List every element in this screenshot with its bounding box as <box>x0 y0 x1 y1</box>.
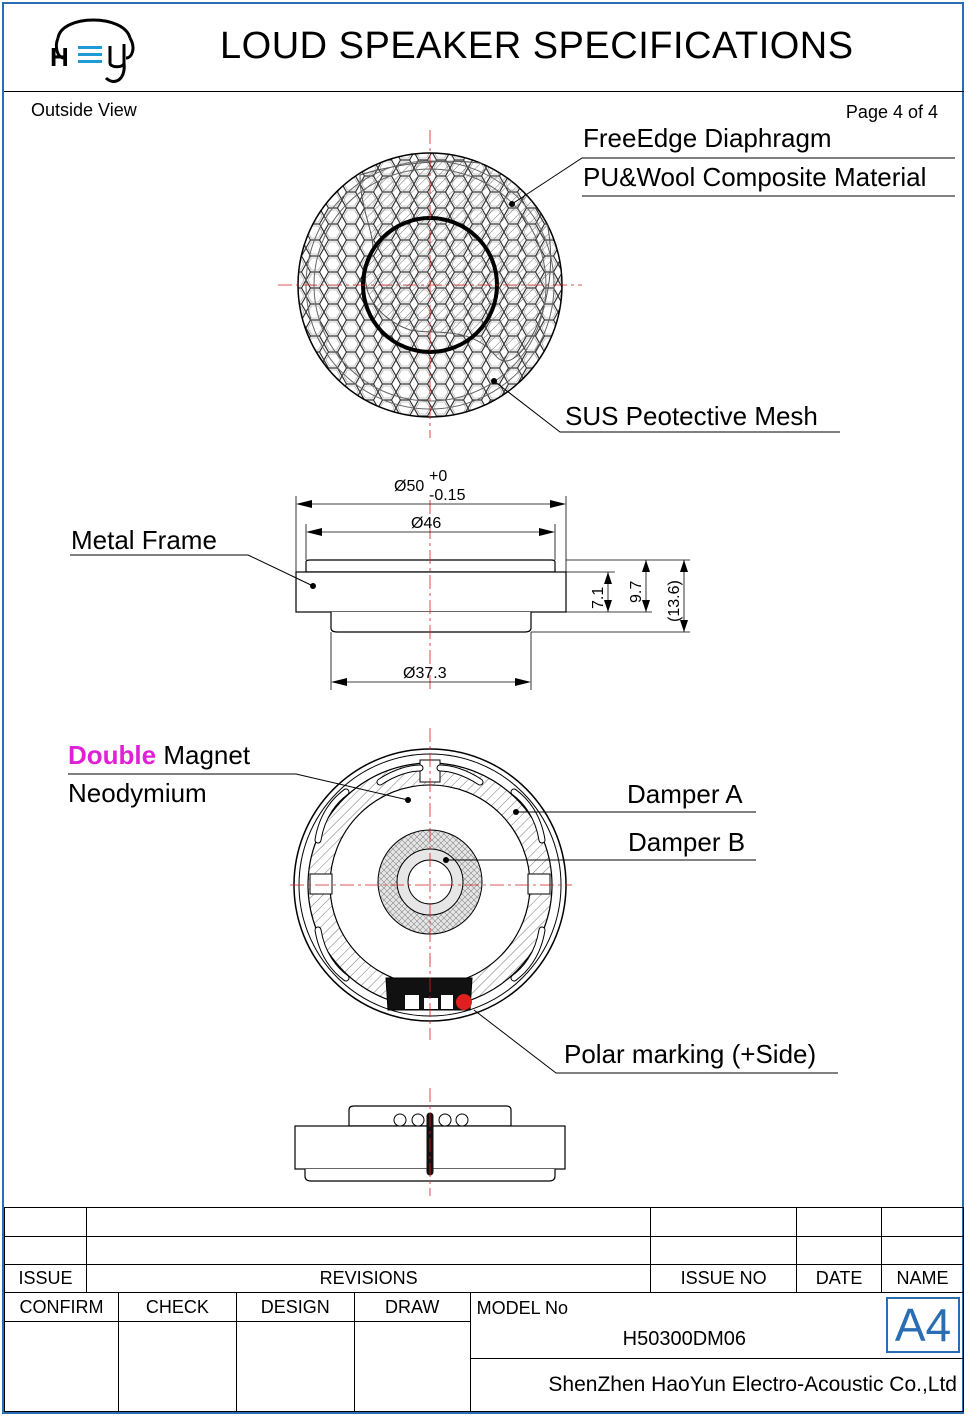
dim-height-1: 7.1 <box>590 586 607 609</box>
label-magnet-material: Neodymium <box>68 778 207 808</box>
label-damper-b: Damper B <box>628 827 746 857</box>
dim-tolerance-minus: -0.15 <box>429 487 466 504</box>
dim-height-2: 9.7 <box>628 580 645 603</box>
header-issue-no: ISSUE NO <box>651 1265 797 1293</box>
label-diaphragm-material: PU&Wool Composite Material <box>583 162 927 192</box>
header-date: DATE <box>797 1265 882 1293</box>
model-label: MODEL No <box>476 1298 568 1318</box>
paper-size-badge: A4 <box>886 1297 960 1353</box>
page-number: Page 4 of 4 <box>845 102 938 122</box>
dim-outer-diameter: Ø50 <box>394 478 425 495</box>
dim-tolerance-plus: +0 <box>429 468 448 485</box>
label-diaphragm: FreeEdge Diaphragm <box>583 123 832 153</box>
label-metal-frame: Metal Frame <box>71 525 217 555</box>
label-damper-a: Damper A <box>627 779 743 809</box>
dim-height-3: (13.6) <box>666 580 683 622</box>
revision-table <box>4 1207 964 1293</box>
draw-label: DRAW <box>354 1293 470 1322</box>
design-label: DESIGN <box>236 1293 354 1322</box>
confirm-label: CONFIRM <box>5 1293 119 1322</box>
header-name: NAME <box>882 1265 964 1293</box>
label-magnet-text: Magnet <box>156 740 251 770</box>
label-mesh: SUS Peotective Mesh <box>565 401 818 431</box>
title-block <box>4 1292 964 1412</box>
label-polar-marking: Polar marking (+Side) <box>564 1039 817 1069</box>
section-label: Outside View <box>31 100 137 120</box>
header-revisions: REVISIONS <box>86 1265 650 1293</box>
svg-text:H: H <box>50 42 69 72</box>
company-name: ShenZhen HaoYun Electro-Acoustic Co.,Ltd <box>470 1359 963 1412</box>
page-title: LOUD SPEAKER SPECIFICATIONS <box>220 25 854 67</box>
check-label: CHECK <box>118 1293 236 1322</box>
side-view-bottom <box>295 1088 565 1196</box>
label-magnet <box>68 740 250 771</box>
dim-inner-diameter: Ø46 <box>411 515 442 532</box>
label-magnet-emphasis: Double <box>68 740 157 770</box>
model-number: H50300DM06 <box>622 1328 747 1350</box>
header-issue: ISSUE <box>5 1265 87 1293</box>
dim-bottom-diameter: Ø37.3 <box>403 665 447 682</box>
